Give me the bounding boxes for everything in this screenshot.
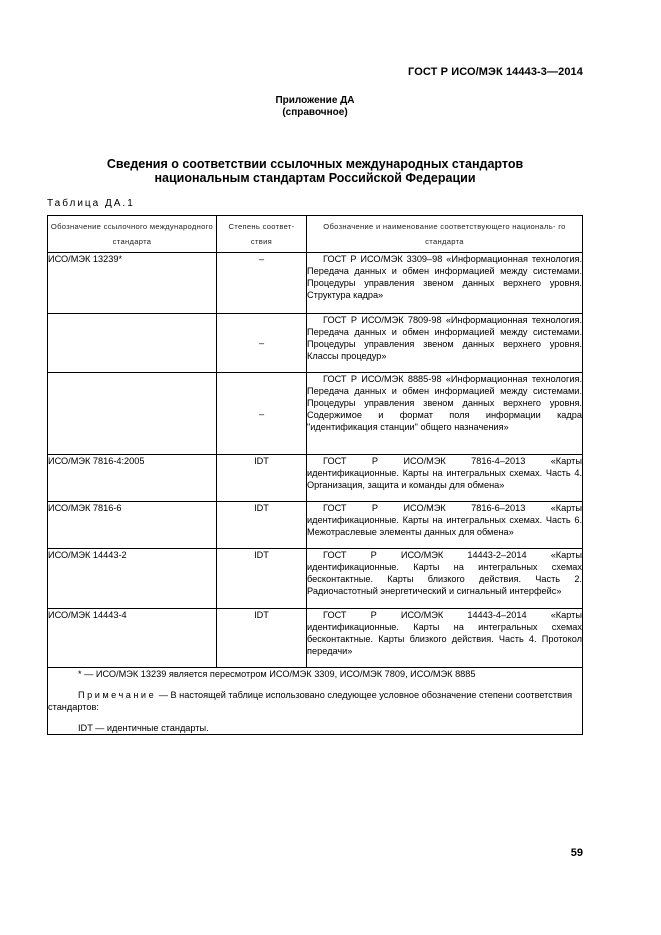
section-title-line1: Сведения о соответствии ссылочных международных стандартов <box>106 157 524 171</box>
footnote: * — ИСО/МЭК 13239 является пересмотром ИСО/МЭК 3309, ИСО/МЭК 7809, ИСО/МЭК 8885 <box>78 669 476 679</box>
cell-degree: IDT <box>217 549 307 609</box>
header-reference-standard: Обозначение ссылочного международного стандарта <box>48 216 217 253</box>
cell-reference <box>48 373 217 455</box>
cell-reference: ИСО/МЭК 7816-6 <box>48 502 217 549</box>
table-row <box>48 373 583 455</box>
document-code: ГОСТ Р ИСО/МЭК 14443-3—2014 <box>408 66 583 78</box>
cell-national: ГОСТ Р ИСО/МЭК 8885-98 «Информационная технология. Передача данных и обмен информацией между системами. Процедуры управления звеном данных верхнего уровня. Содержимое и формат поля информации кадра "идентификация станции" общего назначения» <box>307 373 583 455</box>
cell-reference <box>48 314 217 373</box>
table-header-row <box>48 216 583 253</box>
idt-definition: IDT — идентичные стандарты. <box>78 723 209 733</box>
appendix-heading <box>0 95 630 119</box>
cell-reference: ИСО/МЭК 13239* <box>48 253 217 314</box>
header-national-standard: Обозначение и наименование соответствующего националь- го стандарта <box>307 216 583 253</box>
table-label: Таблица ДА.1 <box>47 198 135 209</box>
table-notes-row <box>48 668 583 735</box>
header-degree: Степень соответ- ствия <box>217 216 307 253</box>
note-text: — В настоящей таблице использовано следующее условное обозначение степени соответствия стандартов: <box>48 690 573 712</box>
appendix-subtitle: (справочное) <box>282 107 348 118</box>
cell-degree: IDT <box>217 609 307 668</box>
table-row <box>48 502 583 549</box>
page-number: 59 <box>570 847 583 859</box>
table-row <box>48 253 583 314</box>
table-row <box>48 609 583 668</box>
cell-national: ГОСТ Р ИСО/МЭК 7816-6–2013 «Карты идентификационные. Карты на интегральных схемах. Часть 6. Межотраслевые элементы данных для обмена» <box>307 502 583 549</box>
table-row <box>48 314 583 373</box>
cell-reference: ИСО/МЭК 7816-4:2005 <box>48 455 217 502</box>
cell-degree: – <box>217 253 307 314</box>
cell-national: ГОСТ Р ИСО/МЭК 3309–98 «Информационная технология. Передача данных и обмен информацией между системами. Процедуры управления звеном данных верхнего уровня. Структура кадра» <box>307 253 583 314</box>
section-title <box>0 157 630 185</box>
note-label: Примечание <box>78 690 157 700</box>
table-row <box>48 455 583 502</box>
cell-degree: IDT <box>217 455 307 502</box>
cell-degree: IDT <box>217 502 307 549</box>
cell-degree: – <box>217 373 307 455</box>
appendix-title: Приложение ДА <box>275 95 355 106</box>
cell-national: ГОСТ Р ИСО/МЭК 7816-4–2013 «Карты идентификационные. Карты на интегральных схемах. Часть 4. Организация, защита и команды для обмена» <box>307 455 583 502</box>
table-notes <box>48 668 583 735</box>
cell-national: ГОСТ Р ИСО/МЭК 7809-98 «Информационная технология. Передача данных и обмен информацией между системами. Процедуры управления звеном данных верхнего уровня. Классы процедур» <box>307 314 583 373</box>
note <box>48 689 582 713</box>
section-title-line2: национальным стандартам Российской Федерации <box>154 171 476 185</box>
table-row <box>48 549 583 609</box>
cell-reference: ИСО/МЭК 14443-4 <box>48 609 217 668</box>
cell-national: ГОСТ Р ИСО/МЭК 14443-4–2014 «Карты идентификационные. Карты на интегральных схемах бесконтактные. Карты близкого действия. Часть 4. Протокол передачи» <box>307 609 583 668</box>
cell-reference: ИСО/МЭК 14443-2 <box>48 549 217 609</box>
cell-national: ГОСТ Р ИСО/МЭК 14443-2–2014 «Карты идентификационные. Карты на интегральных схемах бесконтактные. Карты близкого действия. Часть 2. Радиочастотный энергетический и сигнальный интерфейс» <box>307 549 583 609</box>
correspondence-table <box>47 215 583 735</box>
cell-degree: – <box>217 314 307 373</box>
